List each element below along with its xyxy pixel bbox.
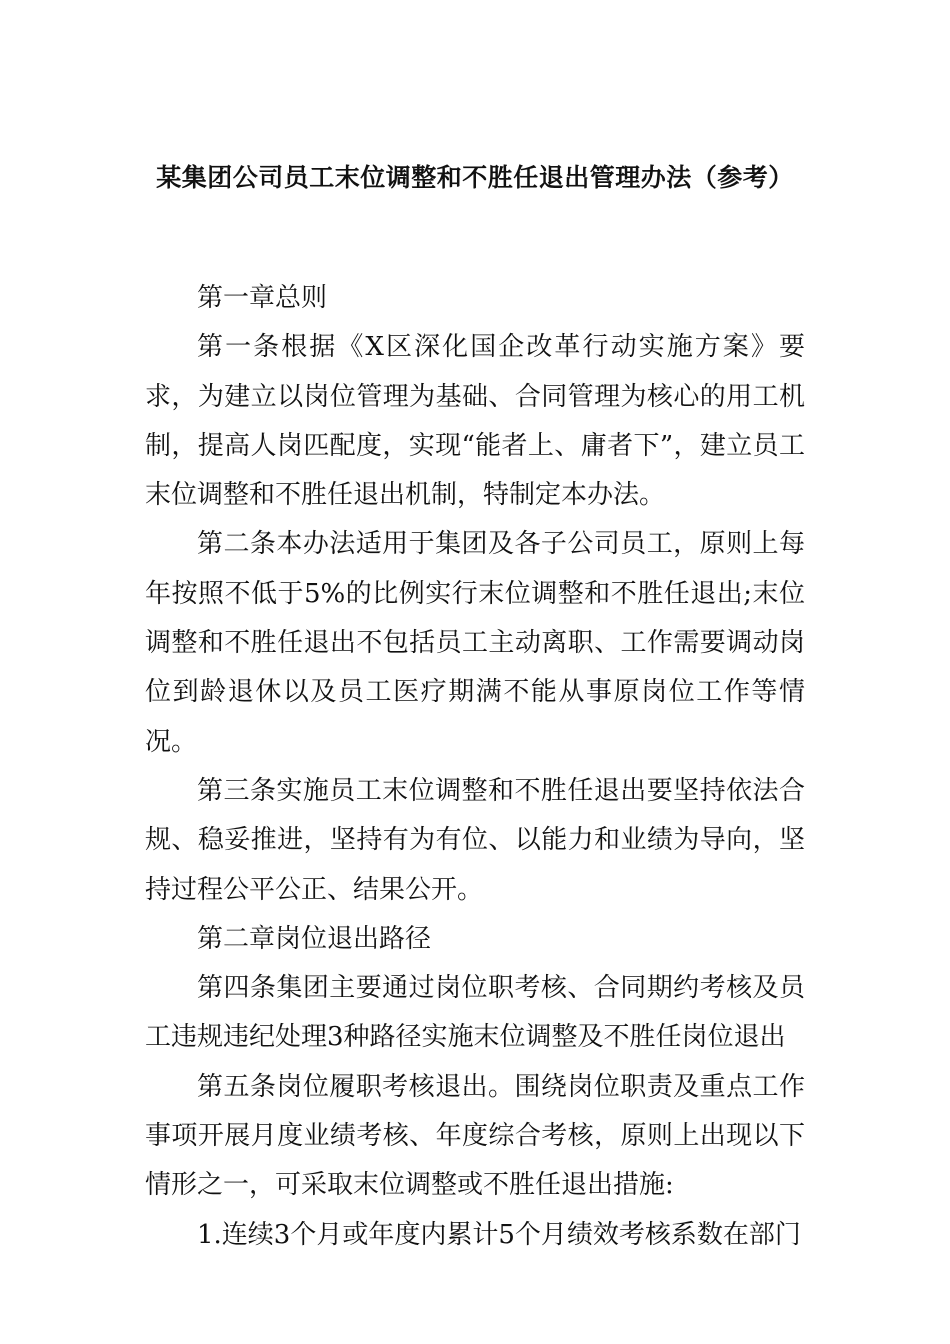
chapter-heading-2: 第二章岗位退出路径 [197,923,432,954]
article-1-paragraph: 第一条根据《X区深化国企改革行动实施方案》要求，为建立以岗位管理为基础、合同管理为核心的用工机制，提高人岗匹配度，实现“能者上、庸者下”，建立员工末位调整和不胜任退出机制，特制定本办法。 [145,332,805,511]
article-5-paragraph: 第五条岗位履职考核退出。围绕岗位职责及重点工作事项开展月度业绩考核、年度综合考核，原则上出现以下情形之一，可采取末位调整或不胜任退出措施: [145,1071,805,1201]
article-4-paragraph: 第四条集团主要通过岗位职考核、合同期约考核及员工违规违纪处理3种路径实施末位调整及不胜任岗位退出 [145,973,805,1053]
article-2-paragraph: 第二条本办法适用于集团及各子公司员工，原则上每年按照不低于5%的比例实行末位调整和不胜任退出;末位调整和不胜任退出不包括员工主动离职、工作需要调动岗位到龄退休以及员工医疗期满不能从事原岗位工作等情况。 [145,529,805,757]
chapter-heading-1: 第一章总则 [197,283,328,313]
document-body [145,274,805,1260]
document-title: 某集团公司员工末位调整和不胜任退出管理办法（参考） [156,163,794,192]
article-3-paragraph: 第三条实施员工末位调整和不胜任退出要坚持依法合规、稳妥推进，坚持有为有位、以能力和业绩为导向，坚持过程公平公正、结果公开。 [145,775,805,905]
list-item-1-paragraph: 1.连续3个月或年度内累计5个月绩效考核系数在部门 [197,1219,801,1250]
